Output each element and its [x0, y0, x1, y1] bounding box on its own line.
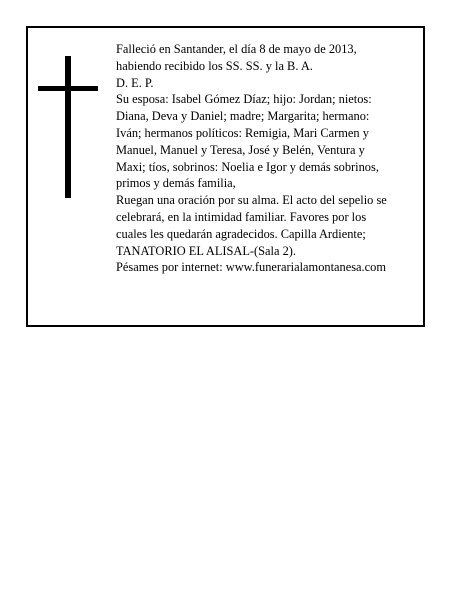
death-notice-frame	[26, 26, 425, 327]
notice-line-family-3: Iván; hermanos políticos: Remigia, Mari Carmen y	[116, 125, 369, 140]
notice-line-death-place-date: Falleció en Santander, el día 8 de mayo de 2013,	[116, 42, 357, 56]
notice-line-family-5: Maxi; tíos, sobrinos: Noelia e Igor y demás sobrinos,	[116, 159, 379, 174]
notice-line-family-6: primos y demás familia,	[116, 176, 236, 191]
cross-vertical-bar	[65, 56, 71, 198]
notice-line-prayer-1: Ruegan una oración por su alma. El acto del sepelio se	[116, 193, 387, 208]
notice-line-family-1: Su esposa: Isabel Gómez Díaz; hijo: Jordan; nietos:	[116, 92, 372, 107]
notice-line-sacraments: habiendo recibido los SS. SS. y la B. A.	[116, 58, 313, 73]
death-notice-text	[116, 41, 418, 276]
notice-line-funeral-home: TANATORIO EL ALISAL-(Sala 2).	[116, 243, 297, 258]
cross-horizontal-bar	[38, 86, 98, 91]
notice-line-family-2: Diana, Deva y Daniel; madre; Margarita; hermano:	[116, 109, 370, 124]
notice-line-prayer-2: celebrará, en la intimidad familiar. Favores por los	[116, 209, 367, 224]
cross-icon	[38, 56, 98, 198]
notice-line-family-4: Manuel, Manuel y Teresa, José y Belén, Ventura y	[116, 142, 365, 157]
notice-line-rip: D. E. P.	[116, 75, 154, 90]
notice-line-condolences-url: Pésames por internet: www.funerarialamontanesa.com	[116, 260, 386, 275]
notice-line-prayer-3: cuales les quedarán agradecidos. Capilla Ardiente;	[116, 226, 366, 241]
